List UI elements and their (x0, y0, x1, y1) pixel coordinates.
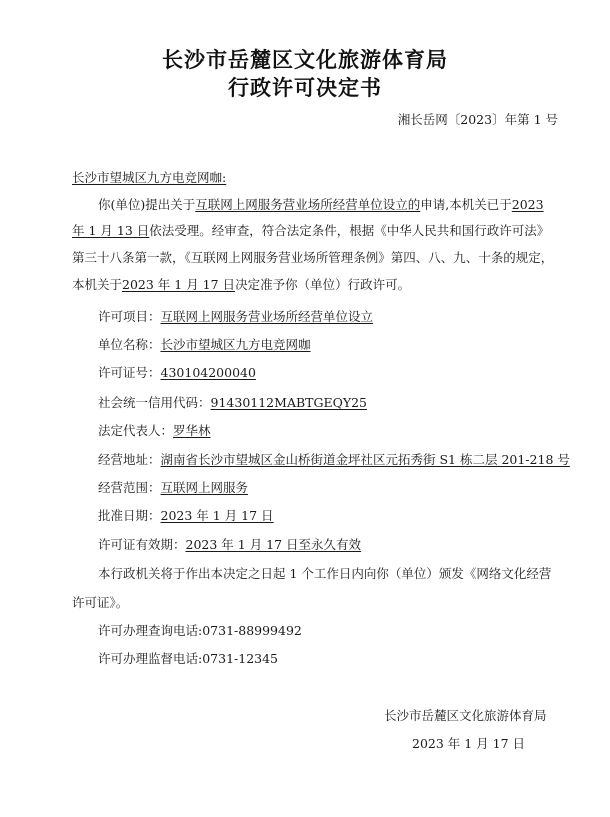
text: 本机关于 (72, 277, 123, 292)
field-credit-code (72, 393, 367, 411)
text: 你(单位)提出关于 (98, 197, 196, 212)
paragraph-line-3: 第三十八条第一款，《互联网上网服务营业场所管理条例》第四、八、九、十条的规定， (72, 250, 554, 265)
field-label: 单位名称： (98, 337, 161, 352)
field-label: 许可项目： (98, 309, 161, 324)
field-value: 罗华林 (173, 423, 211, 438)
accept-date: 年 1 月 13 日 (72, 223, 150, 238)
field-value: 430104200040 (160, 365, 256, 380)
field-label: 经营地址： (98, 452, 161, 467)
field-approval-date (72, 506, 274, 524)
field-label: 批准日期： (98, 508, 161, 523)
field-label: 许可证号： (98, 365, 161, 380)
document-title-line2: 行政许可决定书 (228, 75, 382, 100)
field-value: 互联网上网服务 (160, 480, 249, 495)
paragraph-line-1 (72, 195, 544, 213)
field-value: 湖南省长沙市望城区金山桥街道金坪社区元拓秀街 S1 栋二层 201-218 号 (160, 452, 570, 467)
closing-line-2: 许可证》。 (72, 595, 129, 610)
field-value: 互联网上网服务营业场所经营单位设立 (160, 309, 374, 324)
paragraph-line-4 (72, 275, 410, 293)
field-license-item (72, 307, 373, 325)
closing-line-1: 本行政机关将于作出本决定之日起 1 个工作日内向你（单位）颁发《网络文化经营 (98, 566, 552, 581)
paragraph-line-2 (72, 221, 549, 239)
field-license-number (72, 363, 256, 381)
field-value: 2023 年 1 月 17 日 (160, 508, 274, 523)
field-label: 社会统一信用代码： (98, 395, 211, 410)
field-label: 许可证有效期： (98, 537, 186, 552)
supervise-phone: 许可办理监督电话:0731-12345 (98, 651, 279, 666)
text: 决定准予你（单位）行政许可。 (235, 277, 411, 292)
signature-date: 2023 年 1 月 17 日 (412, 736, 526, 751)
field-legal-representative (72, 421, 211, 439)
decision-date-inline: 2023 年 1 月 17 日 (122, 277, 236, 292)
field-business-scope (72, 478, 248, 496)
document-number: 湘长岳网〔2023〕年第 1 号 (397, 112, 558, 127)
addressee: 长沙市望城区九方电竞网咖: (72, 170, 227, 185)
field-value: 91430112MABTGEQY25 (210, 395, 368, 410)
field-value: 2023 年 1 月 17 日至永久有效 (185, 537, 362, 552)
field-validity (72, 535, 361, 553)
field-label: 经营范围： (98, 480, 161, 495)
field-business-address (72, 450, 570, 468)
text: 申请,本机关已于 (420, 197, 512, 212)
query-phone: 许可办理查询电话:0731-88999492 (98, 623, 302, 638)
accept-year: 2023 (511, 197, 544, 212)
field-value: 长沙市望城区九方电竞网咖 (160, 337, 311, 352)
project-name-inline: 互联网上网服务营业场所经营单位设立的 (195, 197, 421, 212)
document-title-line1: 长沙市岳麓区文化旅游体育局 (162, 47, 448, 72)
signature-organization: 长沙市岳麓区文化旅游体育局 (384, 708, 547, 723)
field-unit-name (72, 335, 311, 353)
text: 依法受理。经审查，符合法定条件，根据《中华人民共和国行政许可法》 (149, 223, 550, 238)
field-label: 法定代表人： (98, 423, 174, 438)
